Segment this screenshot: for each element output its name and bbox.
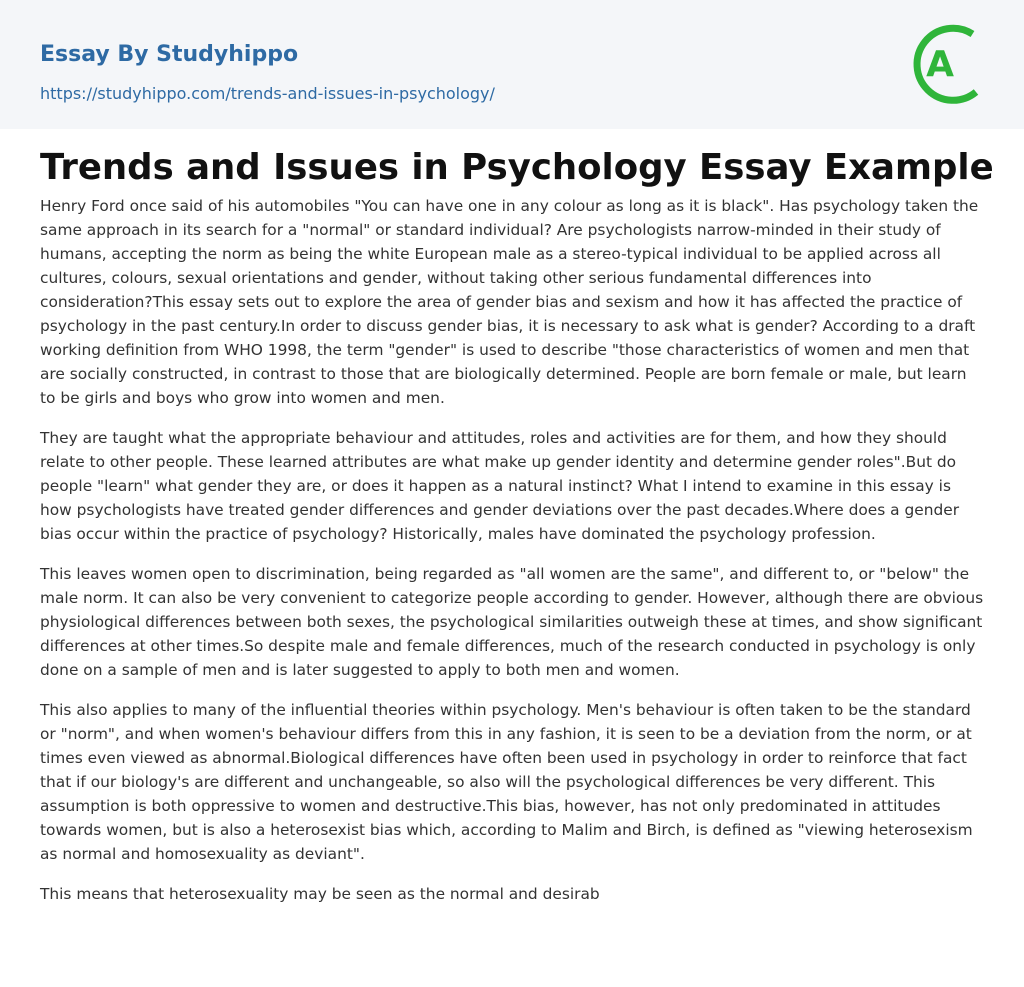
studyhippo-logo-icon[interactable] (910, 18, 986, 106)
site-header (0, 0, 1024, 129)
article-url-link[interactable]: https://studyhippo.com/trends-and-issues-in-psychology/ (40, 84, 495, 103)
article-paragraph: This means that heterosexuality may be seen as the normal and desirab (40, 885, 600, 903)
logo-letter: A (926, 44, 954, 85)
article-paragraph: Henry Ford once said of his automobiles "You can have one in any colour as long as it is black". Has psychology taken the same approach in its search for a "normal" or standard individual? Are psychologists narrow-minded in their study of humans, accepting the norm as being the white European male as a stereo-typical individual to be applied across all cultures, colours, sexual orientations and gender, without taking other serious fundamental differences into consideration?This essay sets out to explore the area of gender bias and sexism and how it has affected the practice of psychology in the past century.In order to discuss gender bias, it is necessary to ask what is gender? According to a draft working definition from WHO 1998, the term "gender" is used to describe "those characteristics of women and men that are socially constructed, in contrast to those that are biologically determined. People are born female or male, but learn to be girls and boys who grow into women and men. (40, 197, 979, 407)
article-paragraph: They are taught what the appropriate behaviour and attitudes, roles and activities are for them, and how they should relate to other people. These learned attributes are what make up gender identity and determine gender roles".But do people "learn" what gender they are, or does it happen as a natural instinct? What I intend to examine in this essay is how psychologists have treated gender differences and gender deviations over the past decades.Where does a gender bias occur within the practice of psychology? Historically, males have dominated the psychology profession. (40, 429, 960, 543)
article-paragraph: This also applies to many of the influential theories within psychology. Men's behaviour is often taken to be the standard or "norm", and when women's behaviour differs from this in any fashion, it is seen to be a deviation from the norm, or at times even viewed as abnormal.Biological differences have often been used in psychology in order to reinforce that fact that if our biology's are different and unchangeable, so also will the psychological differences be very different. This assumption is both oppressive to women and destructive.This bias, however, has not only predominated in attitudes towards women, but is also a heterosexist bias which, according to Malim and Birch, is defined as "viewing heterosexism as normal and homosexuality as deviant". (40, 701, 973, 863)
article-paragraph: This leaves women open to discrimination, being regarded as "all women are the same", and different to, or "below" the male norm. It can also be very convenient to categorize people according to gender. However, although there are obvious physiological differences between both sexes, the psychological similarities outweigh these at times, and show significant differences at other times.So despite male and female differences, much of the research conducted in psychology is only done on a sample of men and is later suggested to apply to both men and women. (40, 565, 984, 679)
page-title: Trends and Issues in Psychology Essay Example (40, 147, 994, 188)
site-brand-title[interactable]: Essay By Studyhippo (40, 42, 299, 67)
article-body (40, 194, 984, 922)
